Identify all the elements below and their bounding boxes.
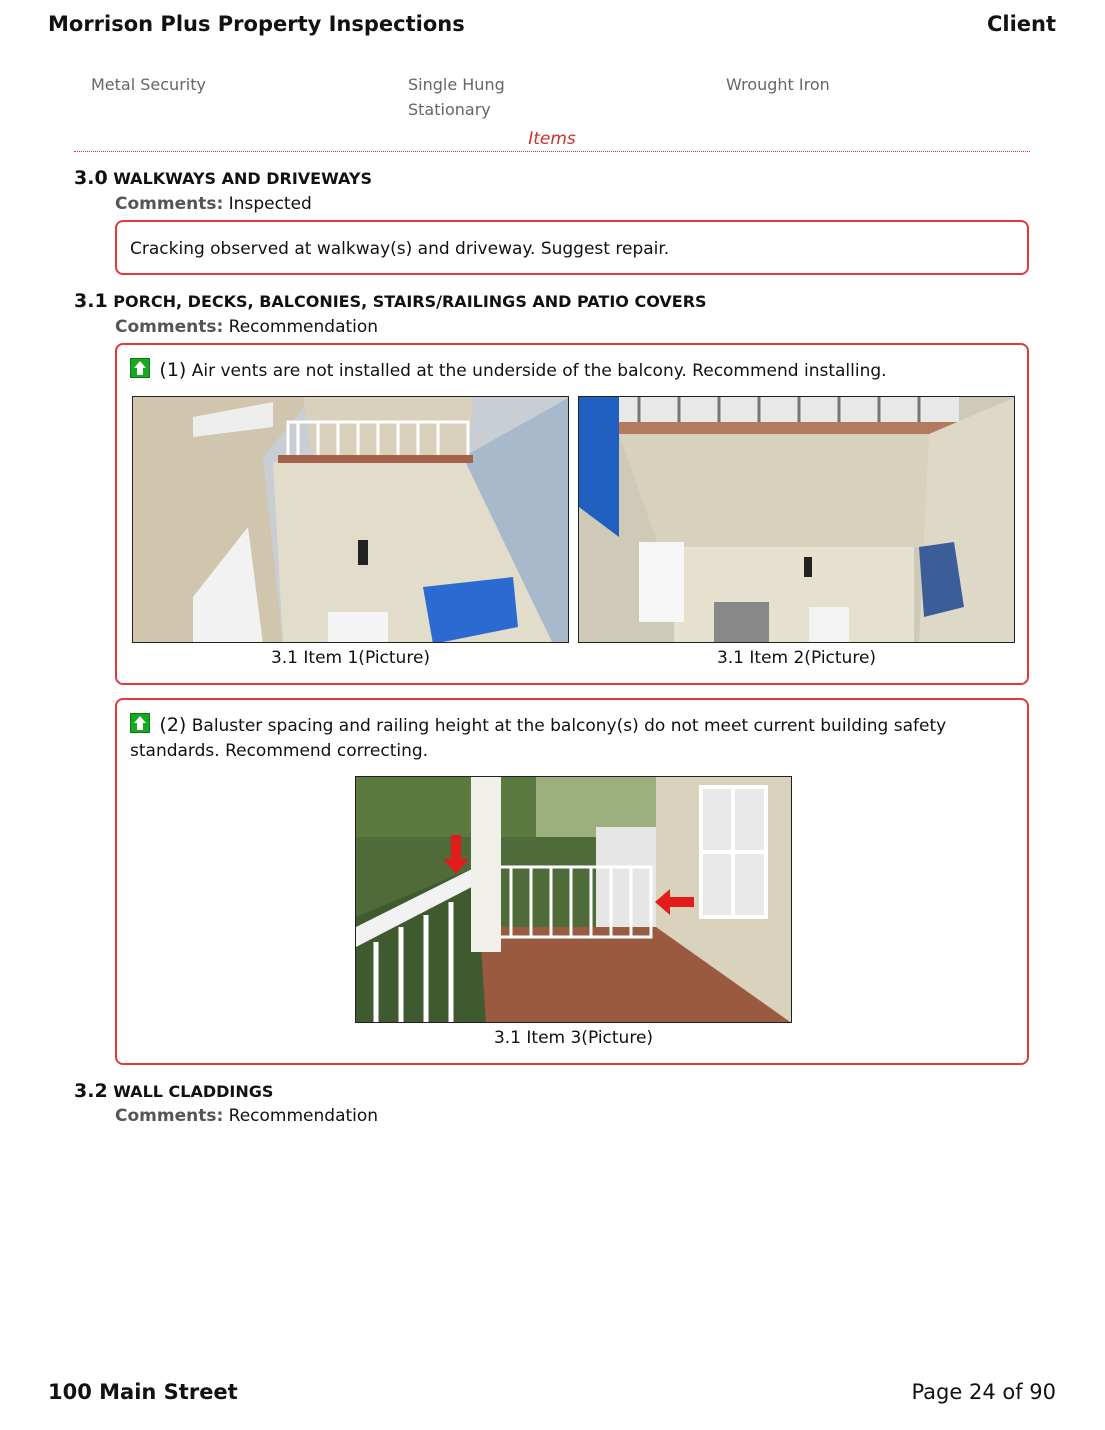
photo-item-3 [355, 776, 792, 1023]
comments-value: Recommendation [228, 317, 379, 337]
client-label: Client [986, 12, 1056, 36]
section-name: PORCH, DECKS, BALCONIES, STAIRS/RAILINGS AND PATIO COVERS [113, 292, 707, 311]
photo-item-2 [578, 396, 1015, 643]
finding-description: Air vents are not installed at the underside of the balcony. Recommend installing. [191, 361, 887, 381]
finding-1-box [115, 343, 1029, 685]
section-3-0-comments [115, 194, 312, 214]
footer-page-number: Page 24 of 90 [911, 1380, 1056, 1404]
items-divider [74, 151, 1030, 152]
section-3-0-note-box [115, 220, 1029, 275]
finding-description-line-1: Baluster spacing and railing height at the balcony(s) do not meet current building safety [191, 716, 947, 736]
section-name: WALKWAYS AND DRIVEWAYS [113, 169, 372, 188]
photo-caption-3: 3.1 Item 3(Picture) [493, 1028, 654, 1048]
note-text: Cracking observed at walkway(s) and driveway. Suggest repair. [130, 239, 670, 259]
section-3-0-heading [74, 167, 372, 189]
green-up-house-icon [130, 358, 150, 378]
section-name: WALL CLADDINGS [113, 1082, 274, 1101]
photo-caption-2: 3.1 Item 2(Picture) [716, 648, 877, 668]
photo-item-1 [132, 396, 569, 643]
column-1 [91, 72, 206, 97]
company-name: Morrison Plus Property Inspections [48, 12, 465, 36]
finding-2-text [130, 713, 1010, 764]
column-2-value-1: Single Hung [408, 75, 505, 94]
section-number: 3.2 [74, 1080, 108, 1102]
green-up-house-icon [130, 713, 150, 733]
comments-label: Comments: [115, 194, 224, 214]
photo-caption-1: 3.1 Item 1(Picture) [270, 648, 431, 668]
comments-label: Comments: [115, 1106, 224, 1126]
column-3 [726, 72, 830, 97]
section-number: 3.1 [74, 290, 108, 312]
section-3-1-comments [115, 317, 378, 337]
comments-value: Recommendation [228, 1106, 379, 1126]
finding-number: (1) [159, 359, 187, 381]
column-2-value-2: Stationary [408, 100, 491, 119]
section-3-2-comments [115, 1106, 378, 1126]
finding-number: (2) [159, 714, 187, 736]
footer-address: 100 Main Street [48, 1380, 238, 1404]
column-2 [408, 72, 505, 122]
column-1-value: Metal Security [91, 75, 206, 94]
column-3-value: Wrought Iron [726, 75, 830, 94]
comments-label: Comments: [115, 317, 224, 337]
finding-1-text [130, 358, 887, 384]
finding-2-box [115, 698, 1029, 1065]
items-heading: Items [528, 129, 576, 149]
finding-description-line-2: standards. Recommend correcting. [130, 741, 429, 761]
section-3-2-heading [74, 1080, 273, 1102]
section-number: 3.0 [74, 167, 108, 189]
comments-value: Inspected [228, 194, 312, 214]
section-3-1-heading [74, 290, 707, 312]
